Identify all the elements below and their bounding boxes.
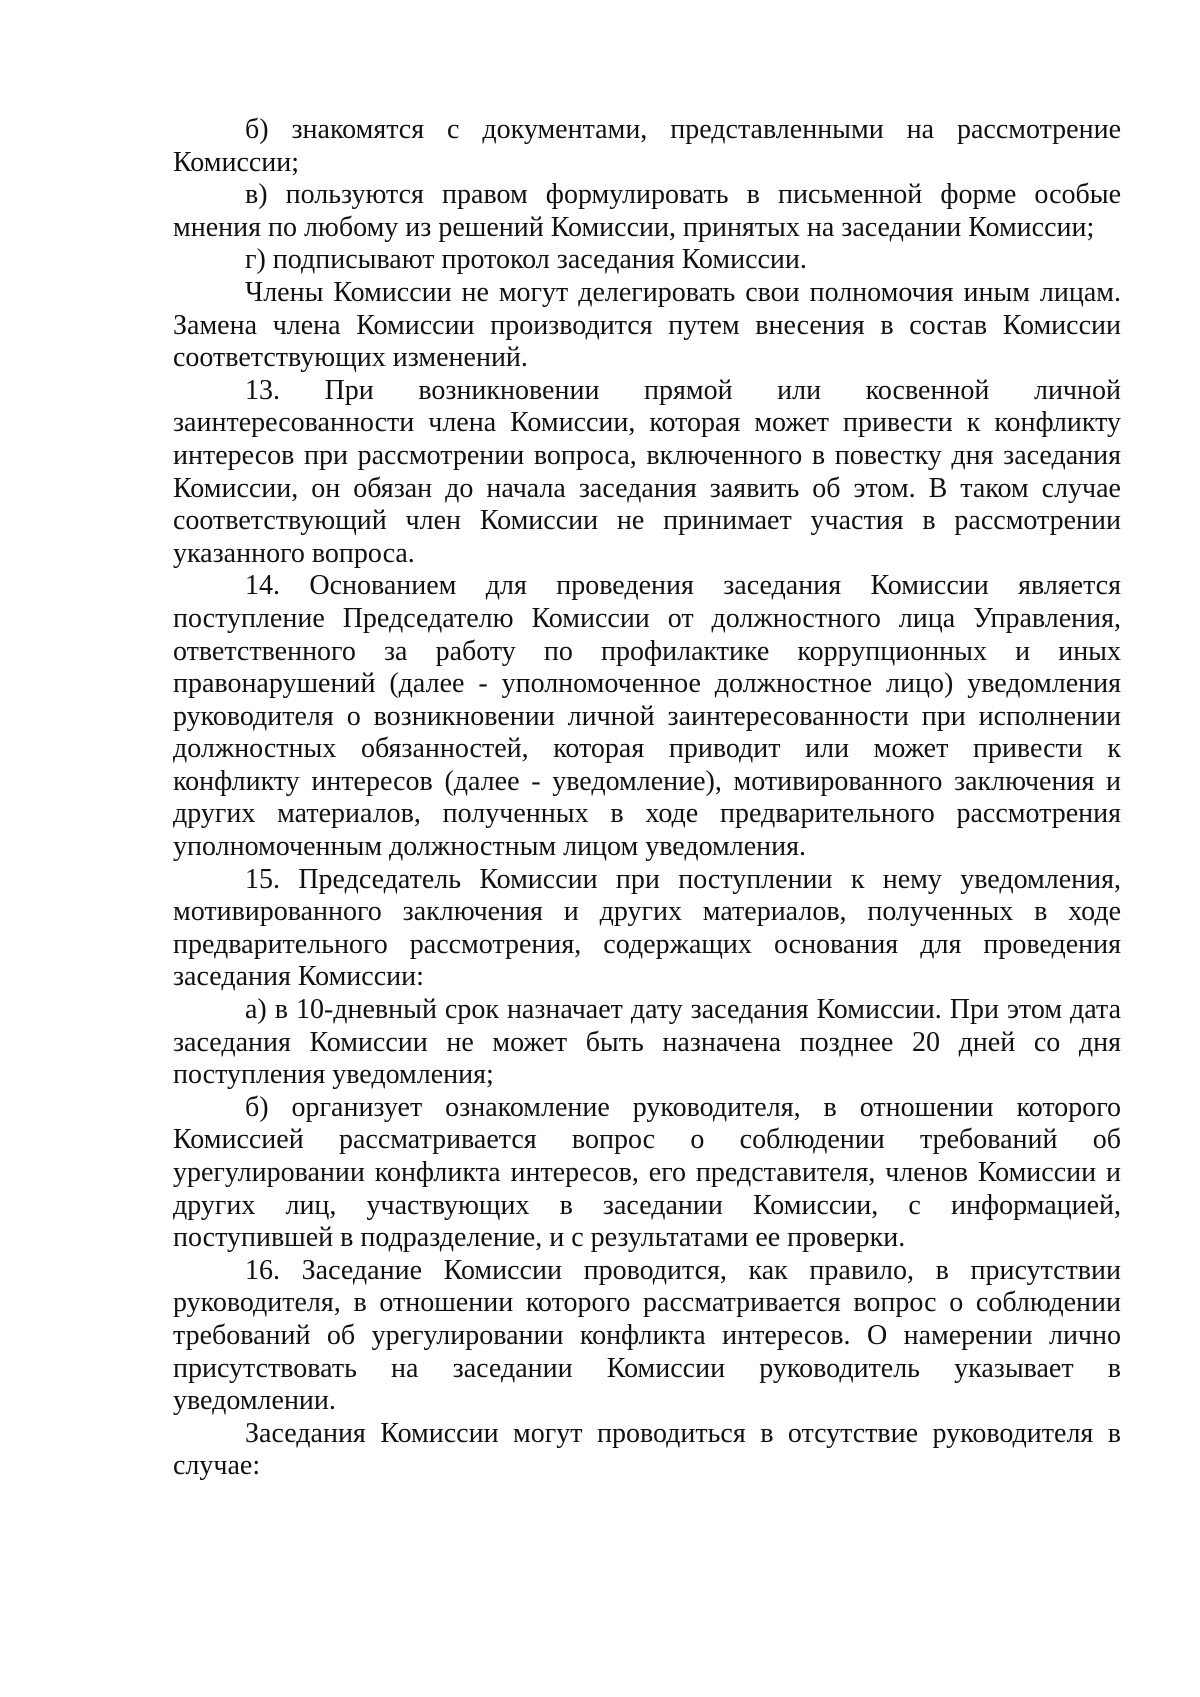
paragraph-15-b: б) организует ознакомление руководителя, в отношении которого Комиссией рассматривается вопрос о соблюдении требований об урегулировании конфликта интересов, его представителя, членов Комиссии и других лиц, участвующих в заседании Комиссии, с информацией, поступившей в подразделение, и с результатами ее проверки. [173,1091,1121,1254]
paragraph-14: 14. Основанием для проведения заседания Комиссии является поступление Председателю Комиссии от должностного лица Управления, ответственного за работу по профилактике коррупционных и иных правонарушений (далее - уполномоченное должностное лицо) уведомления руководителя о возникновении личной заинтересованности при исполнении должностных обязанностей, которая приводит или может привести к конфликту интересов (далее - уведомление), мотивированного заключения и других материалов, полученных в ходе предварительного рассмотрения уполномоченным должностным лицом уведомления. [173,570,1121,863]
paragraph-15-a: а) в 10-дневный срок назначает дату заседания Комиссии. При этом дата заседания Комиссии не может быть назначена позднее 20 дней со дня поступления уведомления; [173,994,1121,1091]
document-body [173,114,1121,1483]
paragraph-delegation: Члены Комиссии не могут делегировать свои полномочия иным лицам. Замена члена Комиссии производится путем внесения в состав Комиссии соответствующих изменений. [173,276,1121,374]
paragraph-g-sign-protocol: г) подписывают протокол заседания Комиссии. [245,244,807,276]
paragraph-16: 16. Заседание Комиссии проводится, как правило, в присутствии руководителя, в отношении которого рассматривается вопрос о соблюдении требований об урегулировании конфликта интересов. О намерении лично присутствовать на заседании Комиссии руководитель указывает в уведомлении. [173,1254,1121,1417]
paragraph-13: 13. При возникновении прямой или косвенной личной заинтересованности члена Комиссии, которая может привести к конфликту интересов при рассмотрении вопроса, включенного в повестку дня заседания Комиссии, он обязан до начала заседания заявить об этом. В таком случае соответствующий член Комиссии не принимает участия в рассмотрении указанного вопроса. [173,374,1121,569]
paragraph-v-dissent: в) пользуются правом формулировать в письменной форме особые мнения по любому из решений Комиссии, принятых на заседании Комиссии; [173,179,1121,243]
paragraph-b-familiarize: б) знакомятся с документами, представленными на рассмотрение Комиссии; [173,114,1121,178]
paragraph-15: 15. Председатель Комиссии при поступлении к нему уведомления, мотивированного заключения и других материалов, полученных в ходе предварительного рассмотрения, содержащих основания для проведения заседания Комиссии: [173,863,1121,993]
paragraph-absence: Заседания Комиссии могут проводиться в отсутствие руководителя в случае: [173,1417,1121,1482]
